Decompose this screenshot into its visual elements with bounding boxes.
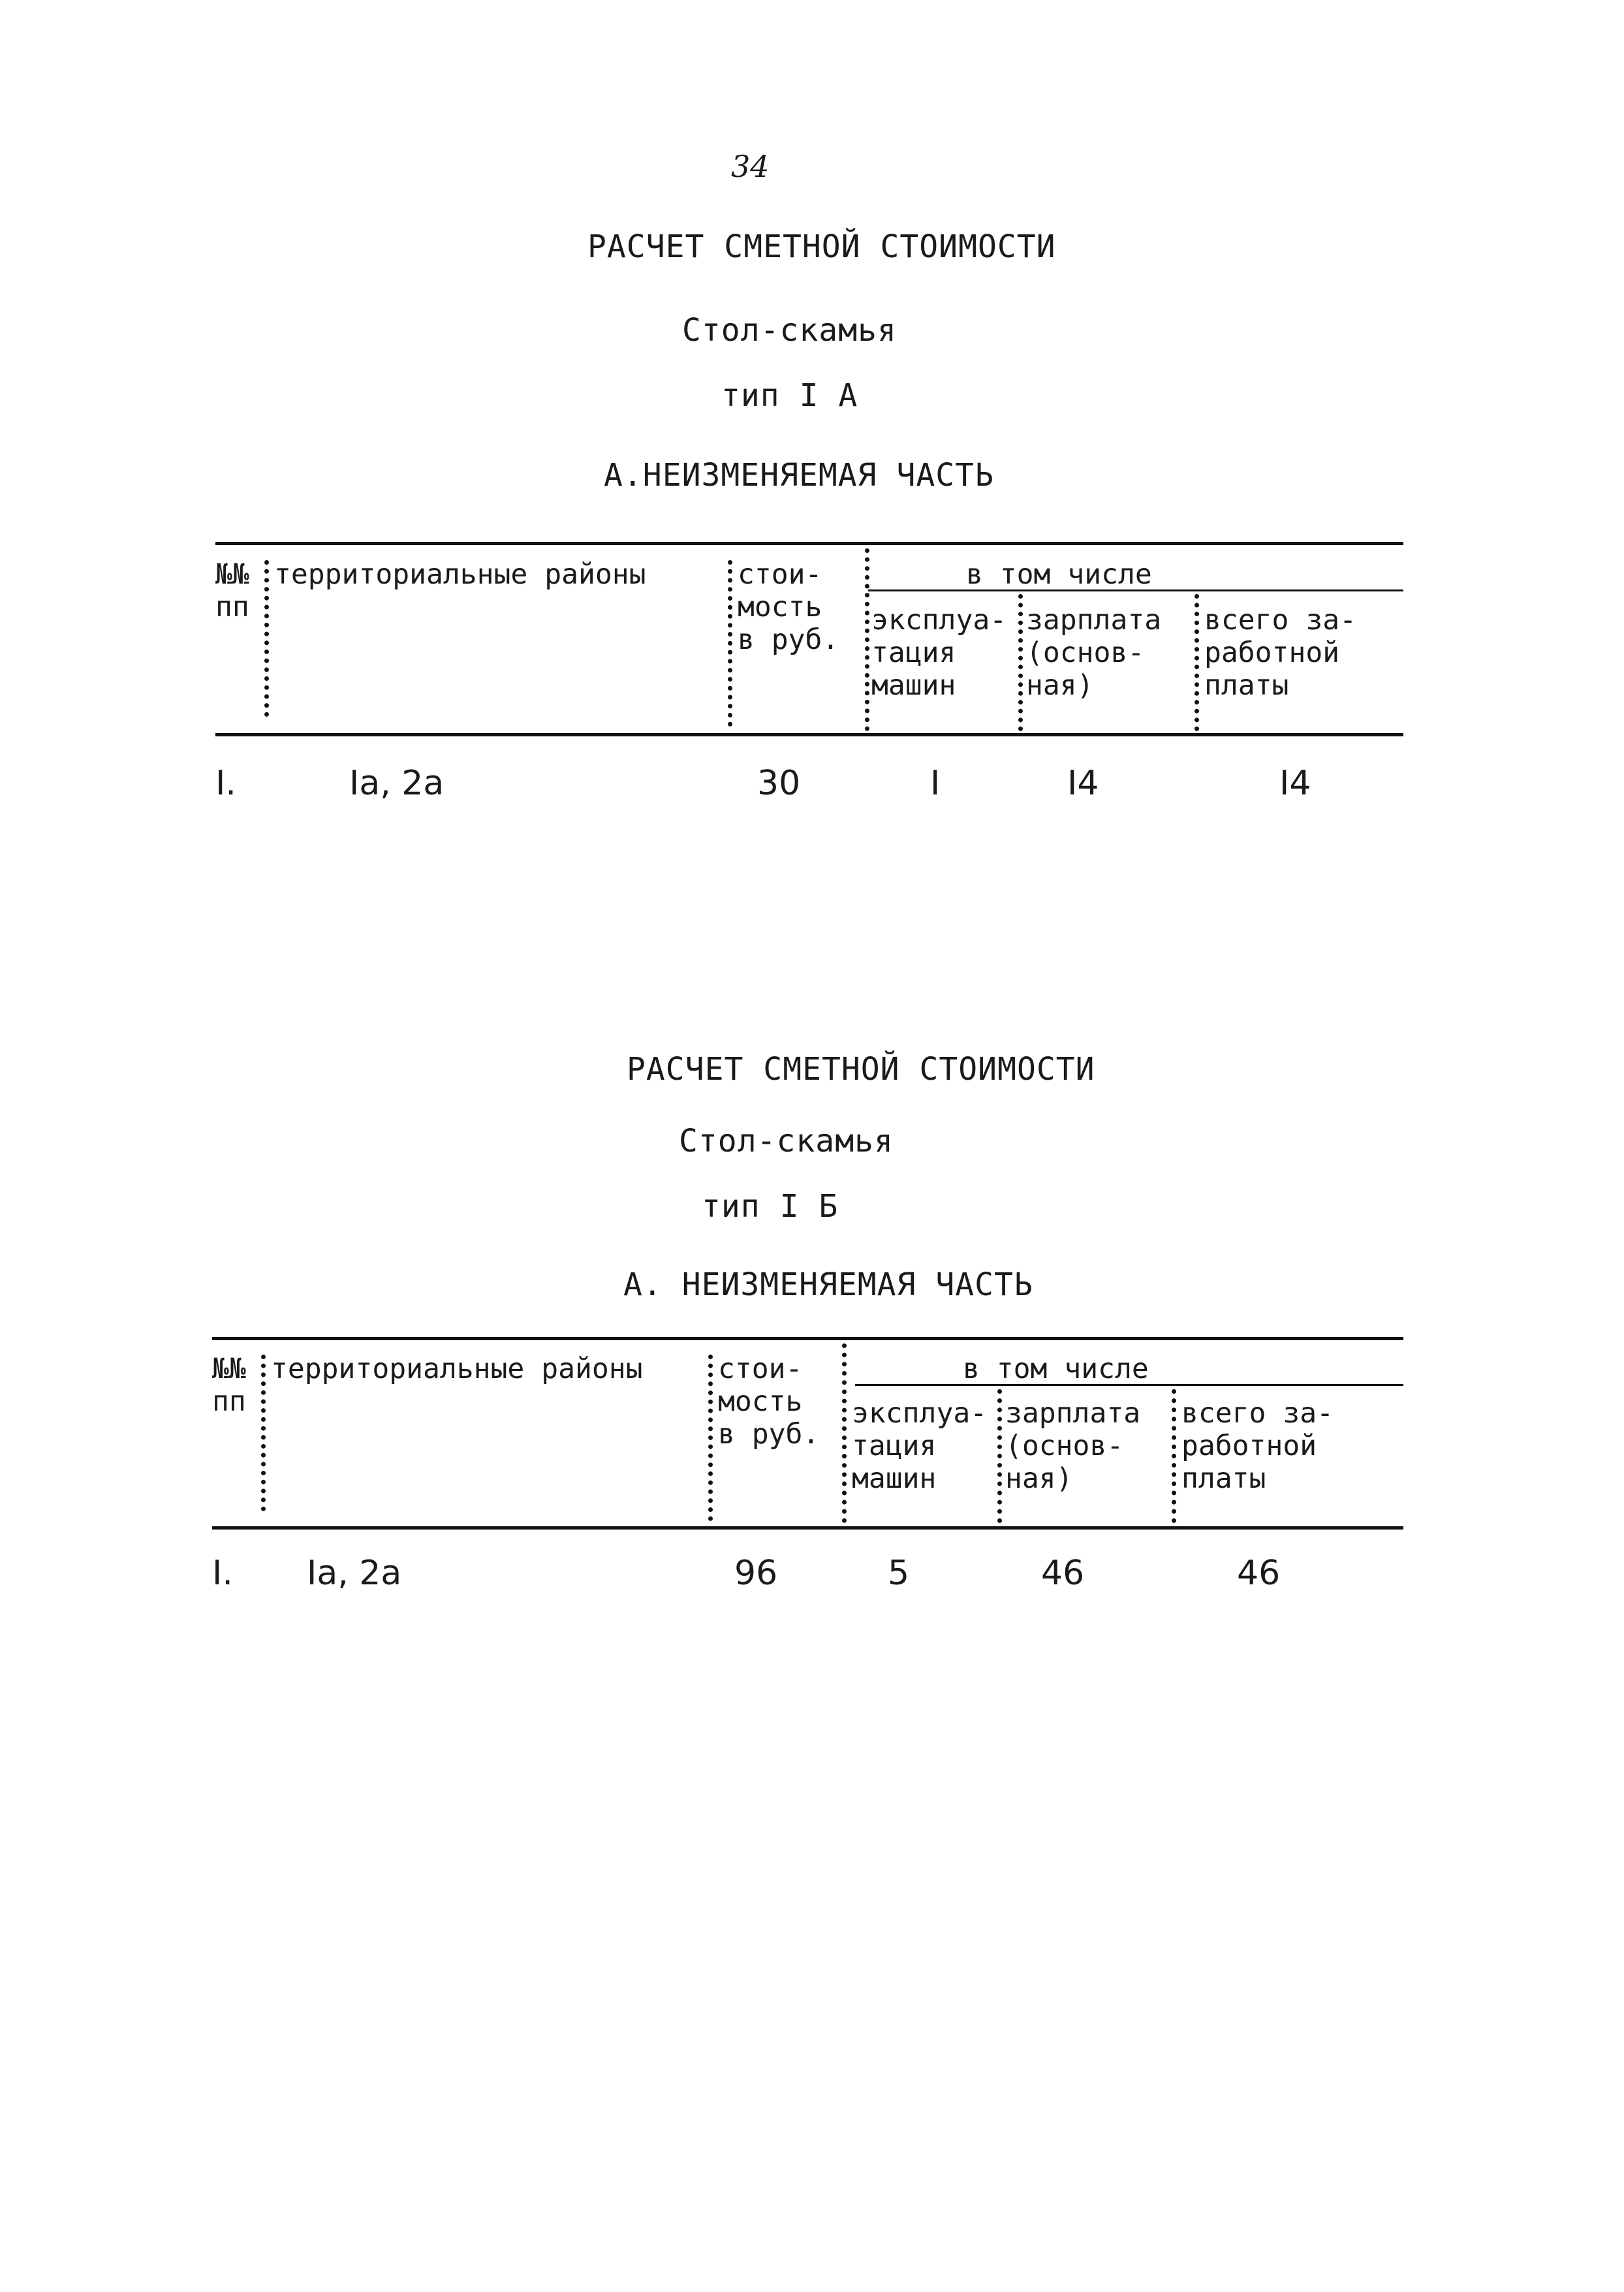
section-title: РАСЧЕТ СМЕТНОЙ СТОИМОСТИ xyxy=(587,228,1056,265)
header-regions: территориальные районы xyxy=(274,558,646,591)
column-divider xyxy=(261,1355,266,1511)
header-machines: эксплуа- тация машин xyxy=(852,1397,988,1495)
row-machines: I xyxy=(930,764,941,803)
header-machines: эксплуа- тация машин xyxy=(871,604,1007,702)
row-cost: 96 xyxy=(734,1554,778,1593)
row-num: I. xyxy=(212,1554,233,1593)
header-total-salary: всего за- работной платы xyxy=(1181,1397,1334,1495)
row-num: I. xyxy=(215,764,236,803)
header-cost: стои- мость в руб. xyxy=(738,558,839,656)
row-salary: I4 xyxy=(1067,764,1099,803)
row-salary: 46 xyxy=(1041,1554,1085,1593)
header-bottom-rule xyxy=(212,1526,1403,1530)
part-title: А. НЕИЗМЕНЯЕМАЯ ЧАСТЬ xyxy=(623,1266,1033,1303)
table-top-rule xyxy=(212,1337,1403,1340)
row-total-salary: I4 xyxy=(1279,764,1311,803)
column-divider xyxy=(1172,1389,1176,1523)
header-salary: зарплата (основ- ная) xyxy=(1026,604,1162,702)
header-regions: территориальные районы xyxy=(271,1353,643,1385)
header-cost: стои- мость в руб. xyxy=(718,1353,820,1451)
header-total-salary: всего за- работной платы xyxy=(1204,604,1356,702)
column-divider xyxy=(997,1389,1002,1523)
part-title: А.НЕИЗМЕНЯЕМАЯ ЧАСТЬ xyxy=(604,457,994,494)
row-cost: 30 xyxy=(757,764,801,803)
item-name: Стол-скамья xyxy=(682,312,897,349)
item-type: тип I Б xyxy=(702,1188,839,1225)
row-machines: 5 xyxy=(888,1554,910,1593)
row-total-salary: 46 xyxy=(1237,1554,1281,1593)
item-name: Стол-скамья xyxy=(679,1123,894,1159)
header-num: №№ пп xyxy=(215,558,249,623)
page-number: 34 xyxy=(731,149,770,184)
column-divider xyxy=(842,1343,847,1523)
row-regions: Iа, 2а xyxy=(349,764,445,803)
column-divider xyxy=(708,1355,713,1521)
item-type: тип I А xyxy=(721,377,858,414)
section-title: РАСЧЕТ СМЕТНОЙ СТОИМОСТИ xyxy=(627,1051,1095,1088)
header-num: №№ пп xyxy=(212,1353,246,1418)
header-including: в том числе xyxy=(963,1353,1149,1385)
header-including: в том числе xyxy=(966,558,1152,591)
row-regions: Iа, 2а xyxy=(307,1554,402,1593)
header-salary: зарплата (основ- ная) xyxy=(1005,1397,1141,1495)
